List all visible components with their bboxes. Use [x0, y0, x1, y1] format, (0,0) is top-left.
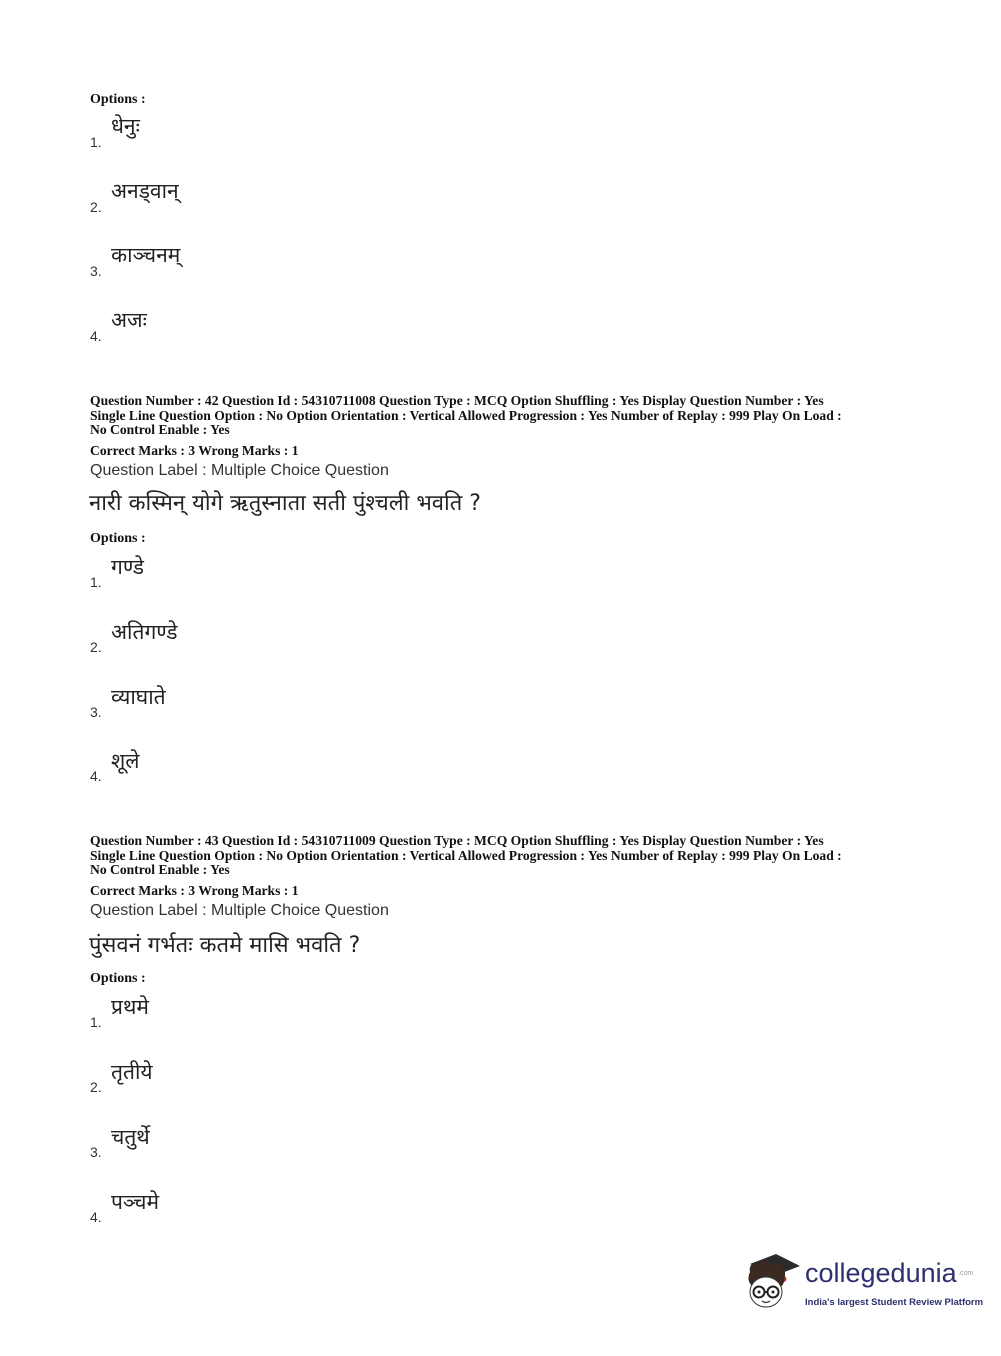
question-text: नारी कस्मिन् योगे ऋतुस्नाता सती पुंश्चली भवति ?: [89, 491, 481, 516]
option-text[interactable]: काञ्चनम्: [111, 243, 181, 267]
option-text[interactable]: शूले: [111, 749, 140, 773]
question-meta-line: Question Number : 42 Question Id : 54310711008 Question Type : MCQ Option Shuffling : Yes Display Question Number : Yes: [90, 393, 824, 408]
logo-tagline: India's largest Student Review Platform: [805, 1297, 984, 1308]
option-text[interactable]: व्याघाते: [111, 685, 166, 709]
question-meta-line: Question Number : 43 Question Id : 54310711009 Question Type : MCQ Option Shuffling : Yes Display Question Number : Yes: [90, 833, 824, 848]
question-marks: Correct Marks : 3 Wrong Marks : 1: [90, 883, 299, 898]
option-text[interactable]: चतुर्थे: [111, 1125, 150, 1149]
option-number: 2.: [90, 1079, 102, 1095]
option-number: 4.: [90, 328, 102, 344]
option-text[interactable]: पञ्चमे: [111, 1190, 160, 1214]
question-marks: Correct Marks : 3 Wrong Marks : 1: [90, 443, 299, 458]
question-meta: [90, 394, 920, 438]
question-meta-line: No Control Enable : Yes: [90, 862, 230, 877]
option-text[interactable]: गण्डे: [111, 555, 145, 579]
question-meta-line: No Control Enable : Yes: [90, 422, 230, 437]
option-number: 3.: [90, 263, 102, 279]
option-number: 3.: [90, 704, 102, 720]
option-text[interactable]: प्रथमे: [111, 995, 149, 1019]
collegedunia-logo-text: collegedunia: [805, 1258, 957, 1288]
option-number: 1.: [90, 134, 102, 150]
collegedunia-mascot-icon: [742, 1250, 802, 1312]
question-meta-line: Single Line Question Option : No Option Orientation : Vertical Allowed Progression : Yes Number of Replay : 999 Play On Load :: [90, 847, 842, 863]
options-label: Options :: [90, 971, 146, 986]
option-number: 4.: [90, 768, 102, 784]
question-meta: [90, 834, 920, 878]
option-number: 4.: [90, 1209, 102, 1225]
options-label: Options :: [90, 531, 146, 546]
logo-domain-suffix: .com: [958, 1270, 974, 1277]
option-number: 1.: [90, 574, 102, 590]
option-text[interactable]: धेनुः: [111, 114, 140, 138]
option-text[interactable]: तृतीये: [111, 1060, 153, 1084]
option-number: 1.: [90, 1014, 102, 1030]
question-meta-line: Single Line Question Option : No Option Orientation : Vertical Allowed Progression : Yes Number of Replay : 999 Play On Load :: [90, 407, 842, 423]
option-text[interactable]: अनड्वान्: [111, 179, 179, 203]
options-label: Options :: [90, 92, 146, 107]
option-number: 2.: [90, 199, 102, 215]
question-label: Question Label : Multiple Choice Question: [90, 462, 389, 479]
option-text[interactable]: अतिगण्डे: [111, 620, 178, 644]
question-text: पुंसवनं गर्भतः कतमे मासि भवति ?: [89, 933, 361, 958]
option-number: 3.: [90, 1144, 102, 1160]
question-label: Question Label : Multiple Choice Question: [90, 902, 389, 919]
option-text[interactable]: अजः: [111, 308, 147, 332]
option-number: 2.: [90, 639, 102, 655]
